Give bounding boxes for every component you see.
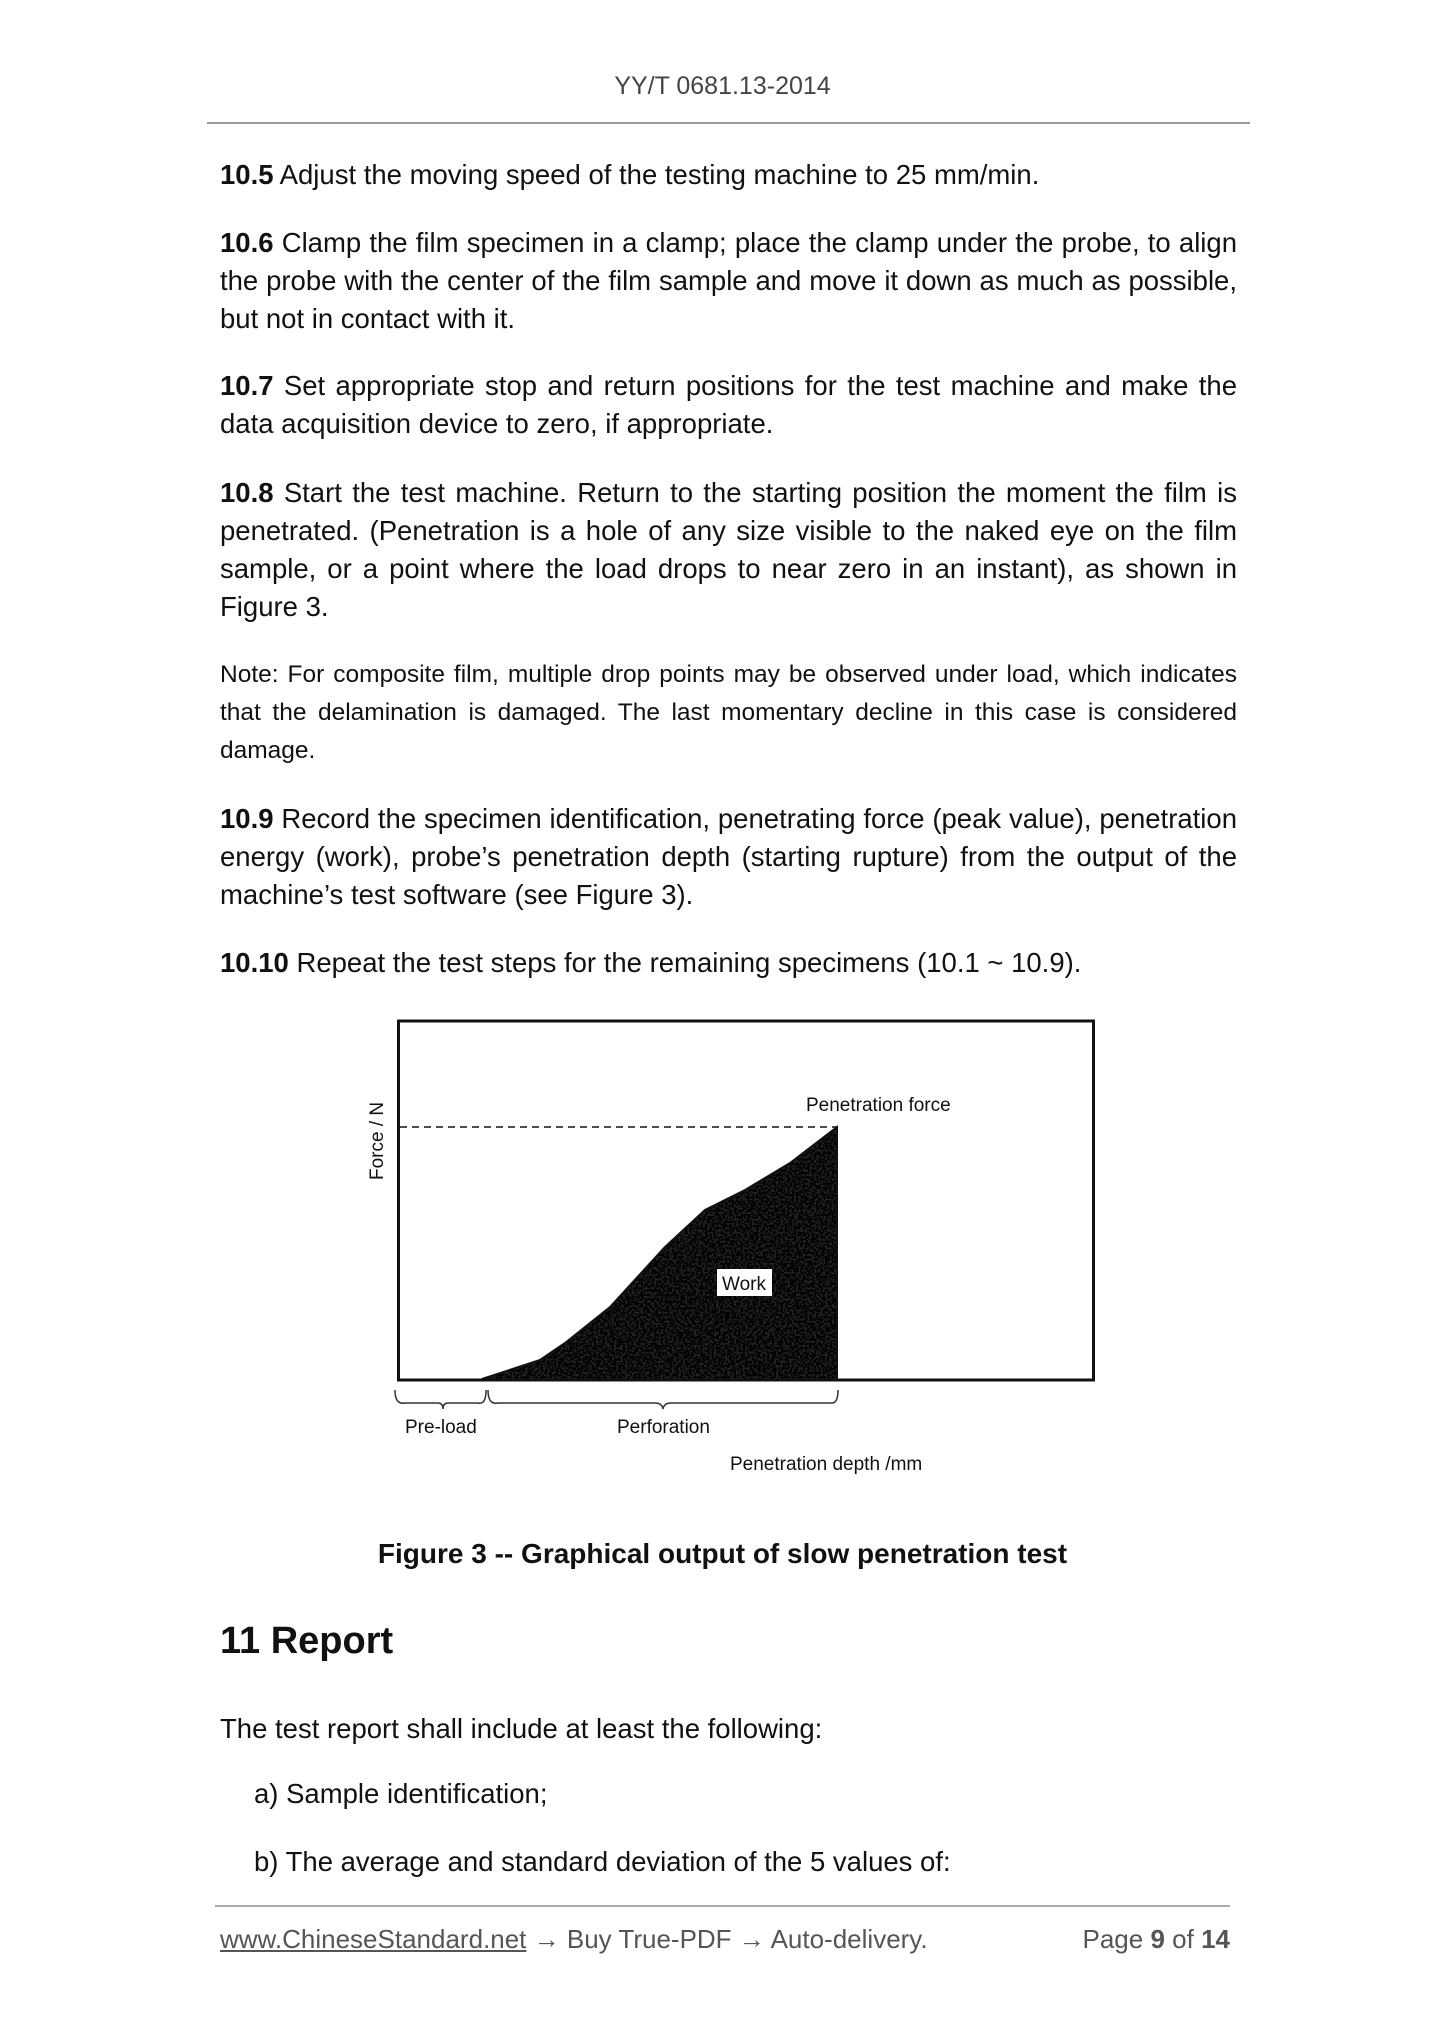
page-total: 14 [1201, 1924, 1230, 1954]
preload-bracket [395, 1390, 486, 1409]
section-title: 11 Report [220, 1620, 394, 1662]
footer-text: → Buy True-PDF → Auto-delivery. [526, 1924, 928, 1954]
figure-caption: Figure 3 -- Graphical output of slow penetration test [377, 1538, 1068, 1569]
clause-number: 10.6 [220, 227, 274, 258]
page-prefix: Page [1082, 1924, 1144, 1954]
list-item: b) The average and standard deviation of the 5 values of: [254, 1846, 951, 1877]
clause-number: 10.9 [220, 803, 274, 834]
paragraph-10-9 [220, 800, 1237, 914]
peak-label: Penetration force [806, 1095, 951, 1116]
page-of: of [1172, 1924, 1194, 1954]
clause-text: Adjust the moving speed of the testing machine to 25 mm/min. [273, 159, 1040, 190]
document-header: YY/T 0681.13-2014 [614, 72, 831, 100]
paragraph-10-7 [220, 367, 1237, 443]
perforation-bracket [488, 1390, 838, 1409]
perforation-label: Perforation [617, 1417, 710, 1438]
page-indicator [1082, 1924, 1230, 1955]
figure-3 [350, 1010, 1130, 1500]
y-axis-label: Force / N [367, 1101, 388, 1180]
paragraph-10-6 [220, 224, 1237, 338]
section-intro: The test report shall include at least the following: [220, 1713, 823, 1744]
footer [220, 1924, 1230, 1955]
note: Note: For composite film, multiple drop points may be observed under load, which indicates that the delamination is damaged. The last momentary decline in this case is considered damage. [220, 661, 1237, 764]
list-item: a) Sample identification; [254, 1778, 548, 1809]
clause-number: 10.10 [220, 947, 289, 978]
clause-text: Repeat the test steps for the remaining specimens (10.1 ~ 10.9). [288, 947, 1082, 978]
clause-text: Clamp the film specimen in a clamp; place the clamp under the probe, to align the probe with the center of the film sample and move it down as much as possible, but not in contact with it. [220, 227, 1237, 334]
clause-text: Set appropriate stop and return positions for the test machine and make the data acquisition device to zero, if appropriate. [220, 370, 1237, 439]
preload-label: Pre-load [405, 1417, 477, 1438]
work-label: Work [722, 1274, 766, 1295]
paragraph-10-10 [220, 944, 1237, 982]
x-axis-label: Penetration depth /mm [730, 1454, 923, 1475]
clause-text: Start the test machine. Return to the starting position the moment the film is penetrated. (Penetration is a hole of any size visible to the naked eye on the film sample, or a point where the load drops to near zero in an instant), as shown in Figure 3. [220, 477, 1237, 622]
paragraph-10-5 [220, 156, 1237, 194]
paragraph-10-8 [220, 474, 1237, 626]
clause-number: 10.8 [220, 477, 274, 508]
clause-text: Record the specimen identification, penetrating force (peak value), penetration energy (work), probe’s penetration depth (starting rupture) from the output of the machine’s test software (see Figure 3). [220, 803, 1237, 910]
page-number: 9 [1150, 1924, 1165, 1954]
clause-number: 10.5 [220, 159, 274, 190]
header-rule [207, 122, 1250, 124]
clause-number: 10.7 [220, 370, 274, 401]
website-link[interactable]: www.ChineseStandard.net [220, 1924, 527, 1954]
footer-rule [215, 1905, 1230, 1907]
